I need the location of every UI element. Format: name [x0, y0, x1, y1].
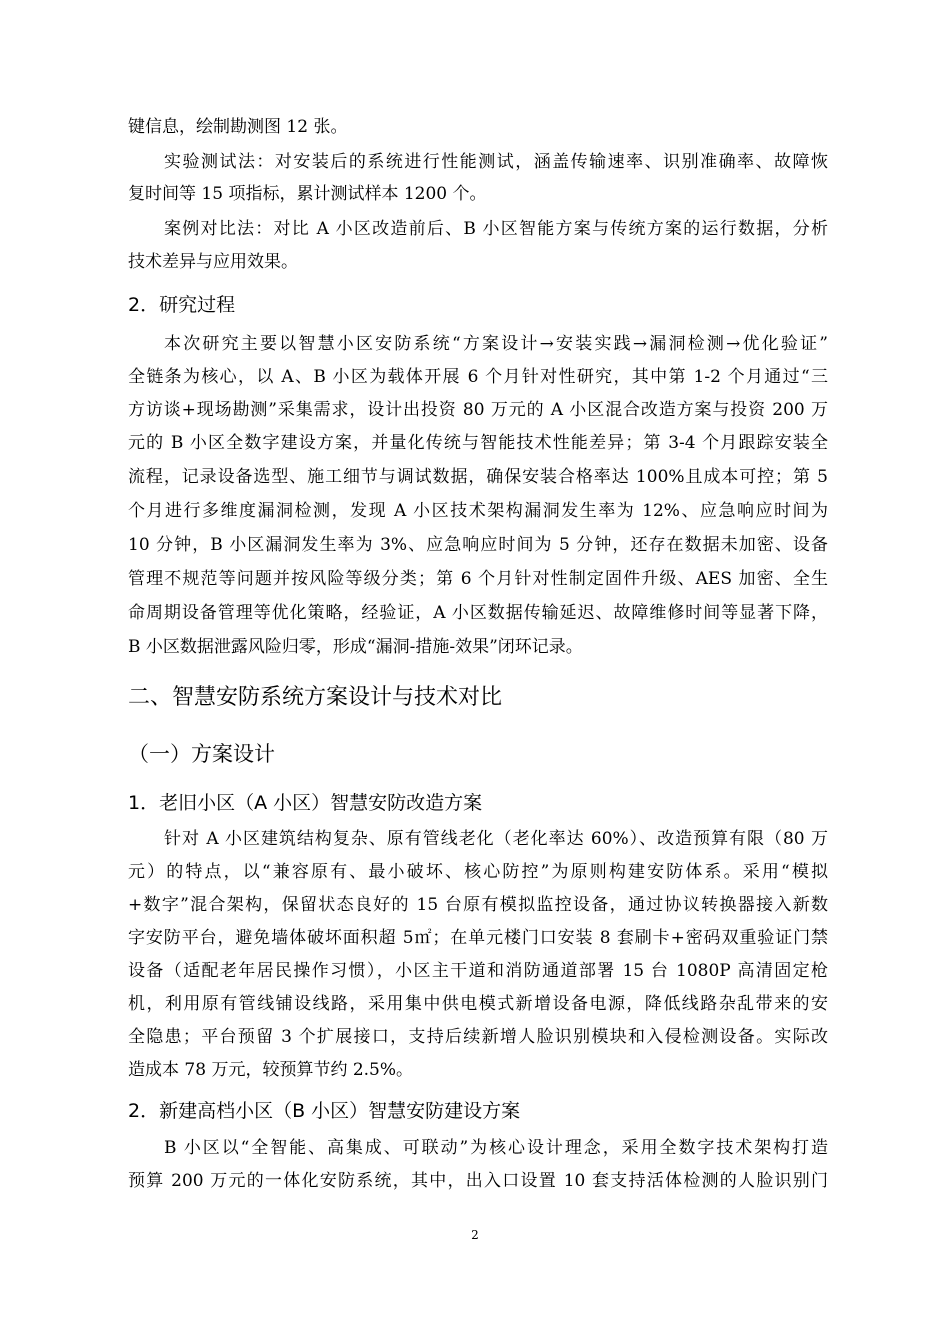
paragraph-line: 10 分钟，B 小区漏洞发生率为 3%、应急响应时间为 5 分钟，还存在数据未加密、设备 — [128, 535, 828, 555]
page-number: 2 — [471, 1228, 479, 1242]
paragraph-line: 技术差异与应用效果。 — [128, 252, 298, 272]
paragraph-line: 案例对比法：对比 A 小区改造前后、B 小区智能方案与传统方案的运行数据，分析 — [164, 219, 828, 239]
chapter-heading: 二、智慧安防系统方案设计与技术对比 — [128, 685, 503, 710]
paragraph-line: +数字”混合架构，保留状态良好的 15 台原有模拟监控设备，通过协议转换器接入新数 — [128, 895, 828, 915]
paragraph-line: 全隐患；平台预留 3 个扩展接口，支持后续新增人脸识别模块和入侵检测设备。实际改 — [128, 1027, 828, 1047]
paragraph-line: 方访谈+现场勘测”采集需求，设计出投资 80 万元的 A 小区混合改造方案与投资 200 万 — [128, 400, 828, 420]
paragraph-line: 流程，记录设备选型、施工细节与调试数据，确保安装合格率达 100%且成本可控；第 5 — [128, 467, 828, 487]
paragraph-line: 本次研究主要以智慧小区安防系统“方案设计→安装实践→漏洞检测→优化验证” — [164, 334, 828, 354]
paragraph-line: B 小区数据泄露风险归零，形成“漏洞-措施-效果”闭环记录。 — [128, 637, 583, 657]
paragraph-line: 造成本 78 万元，较预算节约 2.5%。 — [128, 1060, 414, 1080]
paragraph-line: 管理不规范等问题并按风险等级分类；第 6 个月针对性制定固件升级、AES 加密、全生 — [128, 569, 828, 589]
paragraph-line: 设备（适配老年居民操作习惯），小区主干道和消防通道部署 15 台 1080P 高清固定枪 — [128, 961, 828, 981]
paragraph-line: 预算 200 万元的一体化安防系统，其中，出入口设置 10 套支持活体检测的人脸识别门 — [128, 1171, 828, 1191]
paragraph-line: 字安防平台，避免墙体破坏面积超 5㎡；在单元楼门口安装 8 套刷卡+密码双重验证门禁 — [128, 928, 828, 948]
paragraph-line: 键信息，绘制勘测图 12 张。 — [128, 117, 348, 137]
paragraph-line: 机，利用原有管线铺设线路，采用集中供电模式新增设备电源，降低线路杂乱带来的安 — [128, 994, 828, 1014]
section-heading: 1．老旧小区（A 小区）智慧安防改造方案 — [128, 792, 483, 814]
paragraph-line: 元的 B 小区全数字建设方案，并量化传统与智能技术性能差异；第 3-4 个月跟踪安装全 — [128, 433, 828, 453]
section-heading: 2．研究过程 — [128, 294, 236, 316]
paragraph-line: 针对 A 小区建筑结构复杂、原有管线老化（老化率达 60%）、改造预算有限（80 万 — [164, 829, 828, 849]
paragraph-line: 全链条为核心，以 A、B 小区为载体开展 6 个月针对性研究，其中第 1-2 个月通过“三 — [128, 367, 828, 387]
paragraph-line: B 小区以“全智能、高集成、可联动”为核心设计理念，采用全数字技术架构打造 — [164, 1138, 828, 1158]
paragraph-line: 个月进行多维度漏洞检测，发现 A 小区技术架构漏洞发生率为 12%、应急响应时间为 — [128, 501, 828, 521]
section-heading: 2．新建高档小区（B 小区）智慧安防建设方案 — [128, 1100, 521, 1122]
paragraph-line: 元）的特点，以“兼容原有、最小破坏、核心防控”为原则构建安防体系。采用“模拟 — [128, 862, 828, 882]
paragraph-line: 实验测试法：对安装后的系统进行性能测试，涵盖传输速率、识别准确率、故障恢 — [164, 152, 828, 172]
paragraph-line: 复时间等 15 项指标，累计测试样本 1200 个。 — [128, 184, 487, 204]
subsection-heading: （一）方案设计 — [128, 742, 275, 766]
paragraph-line: 命周期设备管理等优化策略，经验证，A 小区数据传输延迟、故障维修时间等显著下降， — [128, 603, 828, 623]
